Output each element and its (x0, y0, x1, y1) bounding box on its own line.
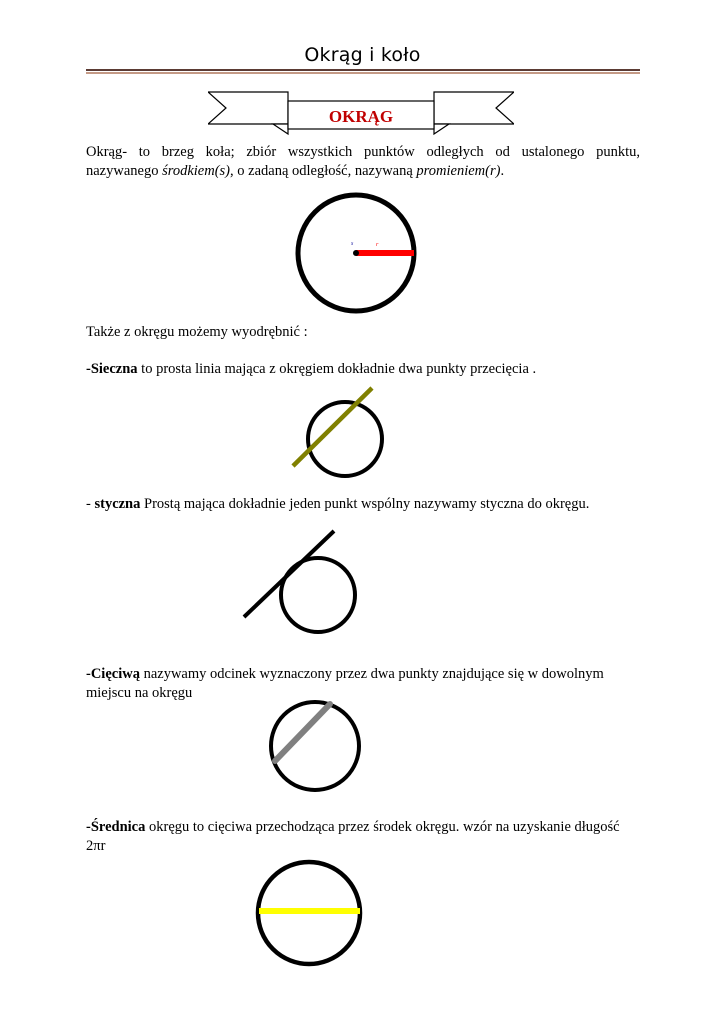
diameter-text: okręgu to cięciwa przechodząca przez środek okręgu. wzór na uzyskanie długość (145, 819, 620, 835)
radius-label: r (376, 242, 379, 248)
center-term: środkiem(s) (162, 163, 231, 179)
circle-outline (271, 702, 359, 790)
tangent-figure (238, 522, 368, 642)
chord-term: -Cięciwą (86, 666, 140, 682)
tangent-line (244, 531, 334, 617)
intro-text: Także z okręgu możemy wyodrębnić : (86, 324, 308, 340)
center-label: s (351, 241, 354, 247)
definition-line-1: Okrąg- to brzeg koła; zbiór wszystkich punktów odległych od ustalonego punktu, (86, 144, 640, 160)
tangent-text: Prostą mająca dokładnie jeden punkt wspólny nazywamy styczna do okręgu. (140, 496, 590, 512)
header-rule (86, 69, 640, 71)
definition-text: . (500, 163, 505, 179)
page-header-title: Okrąg i koło (304, 44, 421, 66)
radius-term: promieniem(r) (416, 163, 501, 179)
diameter-paragraph-line-2: 2πr (86, 838, 106, 854)
center-point (353, 250, 359, 256)
chord-figure (262, 696, 372, 796)
diameter-figure (250, 856, 372, 970)
secant-paragraph (86, 360, 536, 379)
banner-label: OKRĄG (328, 107, 394, 126)
chord-paragraph-line-1 (86, 665, 604, 684)
tangent-term: styczna (94, 496, 141, 512)
circle-radius-figure (290, 190, 426, 320)
chord-paragraph-line-2: miejscu na okręgu (86, 685, 193, 701)
secant-figure (286, 380, 396, 480)
secant-text: to prosta linia mająca z okręgiem dokładnie dwa punkty przecięcia . (137, 361, 537, 377)
diameter-term: -Średnica (86, 819, 146, 835)
definition-text: , o zadaną odległość, nazywaną (230, 163, 417, 179)
secant-term: -Sieczna (86, 361, 138, 377)
chord-text: nazywamy odcinek wyznaczony przez dwa punkty znajdujące się w dowolnym (139, 666, 604, 682)
definition-line-2 (86, 162, 640, 181)
header-rule-accent (86, 72, 640, 74)
chord-line (275, 704, 330, 761)
secant-line (293, 388, 372, 466)
definition-text: nazywanego (86, 163, 163, 179)
tangent-prefix: - (86, 496, 95, 512)
tangent-paragraph (86, 495, 589, 514)
diameter-paragraph-line-1 (86, 818, 620, 837)
